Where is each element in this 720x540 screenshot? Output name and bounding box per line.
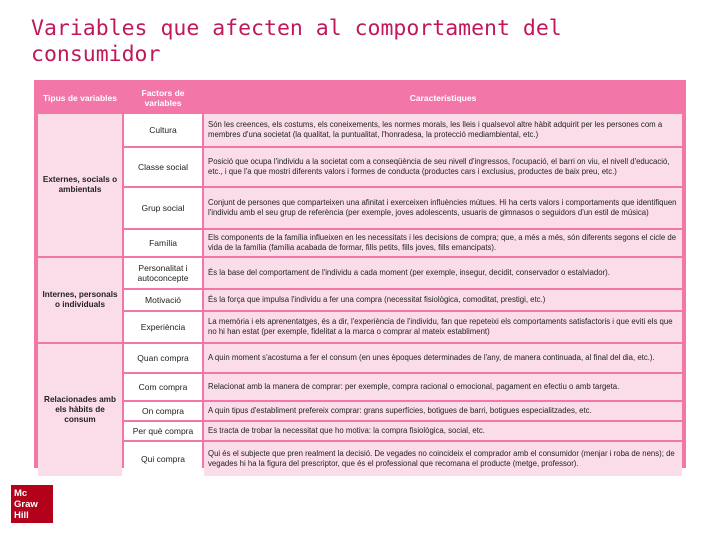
factor-com-compra: Com compra — [124, 374, 202, 400]
description-classe-social: Posició que ocupa l'individu a la societat com a conseqüència de seu nivell d'ingressos, l'ocupació, el barri on viu, el nivell d'educació, etc., i que l'a que mostri diferents valors i formes de conducta (productes cars i exclusius, productes de baix preu, etc.) — [204, 148, 682, 186]
description-qui-compra: Qui és el subjecte que pren realment la decisió. De vegades no coincideix el comprador amb el consumidor (menjar i roba de nens); de vegades hi ha la figura del prescriptor, que és el professional que recomana el producte (metge, professor). — [204, 442, 682, 476]
description-grup-social: Conjunt de persones que comparteixen una afinitat i exerceixen influències mútues. Hi ha certs valors i comportaments que identifiquen l'individu amb el seu grup de referència (per exemple, joves adolescents, usuaris de gimnasos o seguidors d'un estil de música) — [204, 188, 682, 228]
description-com-compra: Relacionat amb la manera de comprar: per exemple, compra racional o emocional, pagament en efectiu o amb targeta. — [204, 374, 682, 400]
page-title: Variables que afecten al comportament del consumidor — [31, 16, 562, 67]
table-row — [38, 422, 682, 440]
mcgraw-hill-logo — [11, 485, 53, 523]
variable-type-internal: Internes, personals o individuals — [38, 258, 122, 342]
description-personalitat: És la base del comportament de l'individu a cada moment (per exemple, insegur, decidit, conservador o estalviador). — [204, 258, 682, 288]
header-variable-type: Tipus de variables — [38, 84, 122, 112]
header-characteristics: Característiques — [204, 84, 682, 112]
logo-line: Mc — [14, 487, 28, 499]
logo-line: Hill — [14, 509, 29, 521]
table-row — [38, 312, 682, 342]
variable-type-external: Externes, socials o ambientals — [38, 114, 122, 256]
description-familia: Els components de la família influeixen en les necessitats i les decisions de compra; que, a més a més, són diferents segons el cicle de vida de la família (família acabada de formar, fills petits, fills joves, fills emancipats). — [204, 230, 682, 256]
characteristics-table — [36, 82, 684, 478]
table-row — [38, 188, 682, 228]
table-row — [38, 402, 682, 420]
header-variable-factor: Factors de variables — [124, 84, 202, 112]
factor-cultura: Cultura — [124, 114, 202, 146]
description-cultura: Són les creences, els costums, els coneixements, les normes morals, les lleis i qualsevol altre hàbit adquirit per les persones com a membres d'una societat (la qualitat, la puntualitat, l'honradesa, la protecció mediambiental, etc.) — [204, 114, 682, 146]
table-row — [38, 148, 682, 186]
factor-motivacio: Motivació — [124, 290, 202, 310]
factor-classe-social: Classe social — [124, 148, 202, 186]
factor-grup-social: Grup social — [124, 188, 202, 228]
logo-line: Graw — [14, 498, 38, 510]
description-quan-compra: A quin moment s'acostuma a fer el consum (en unes èpoques determinades de l'any, de manera continuada, al final del dia, etc.). — [204, 344, 682, 372]
table-row — [38, 290, 682, 310]
factor-per-que-compra: Per què compra — [124, 422, 202, 440]
factor-familia: Família — [124, 230, 202, 256]
table-row — [38, 344, 682, 372]
table-header-row — [38, 84, 682, 112]
description-per-que-compra: Es tracta de trobar la necessitat que ho motiva: la compra fisiològica, social, etc. — [204, 422, 682, 440]
table-row — [38, 258, 682, 288]
table-row — [38, 374, 682, 400]
table-row — [38, 442, 682, 476]
description-experiencia: La memòria i els aprenentatges, és a dir, l'experiència de l'individu, fan que repeteixi els comportaments satisfactoris i que eviti els que no hi han estat (per exemple, fidelitat a la marca o comprar al mateix establiment) — [204, 312, 682, 342]
variable-type-consumption-habits: Relacionades amb els hàbits de consum — [38, 344, 122, 476]
table-row — [38, 230, 682, 256]
description-motivacio: És la força que impulsa l'individu a fer una compra (necessitat fisiològica, comoditat, prestigi, etc.) — [204, 290, 682, 310]
characteristics-table-container — [34, 80, 686, 468]
factor-on-compra: On compra — [124, 402, 202, 420]
table-row — [38, 114, 682, 146]
factor-qui-compra: Qui compra — [124, 442, 202, 476]
factor-experiencia: Experiència — [124, 312, 202, 342]
factor-personalitat: Personalitat i autoconcepte — [124, 258, 202, 288]
description-on-compra: A quin tipus d'establiment prefereix comprar: grans superfícies, botigues de barri, botigues especialitzades, etc. — [204, 402, 682, 420]
factor-quan-compra: Quan compra — [124, 344, 202, 372]
